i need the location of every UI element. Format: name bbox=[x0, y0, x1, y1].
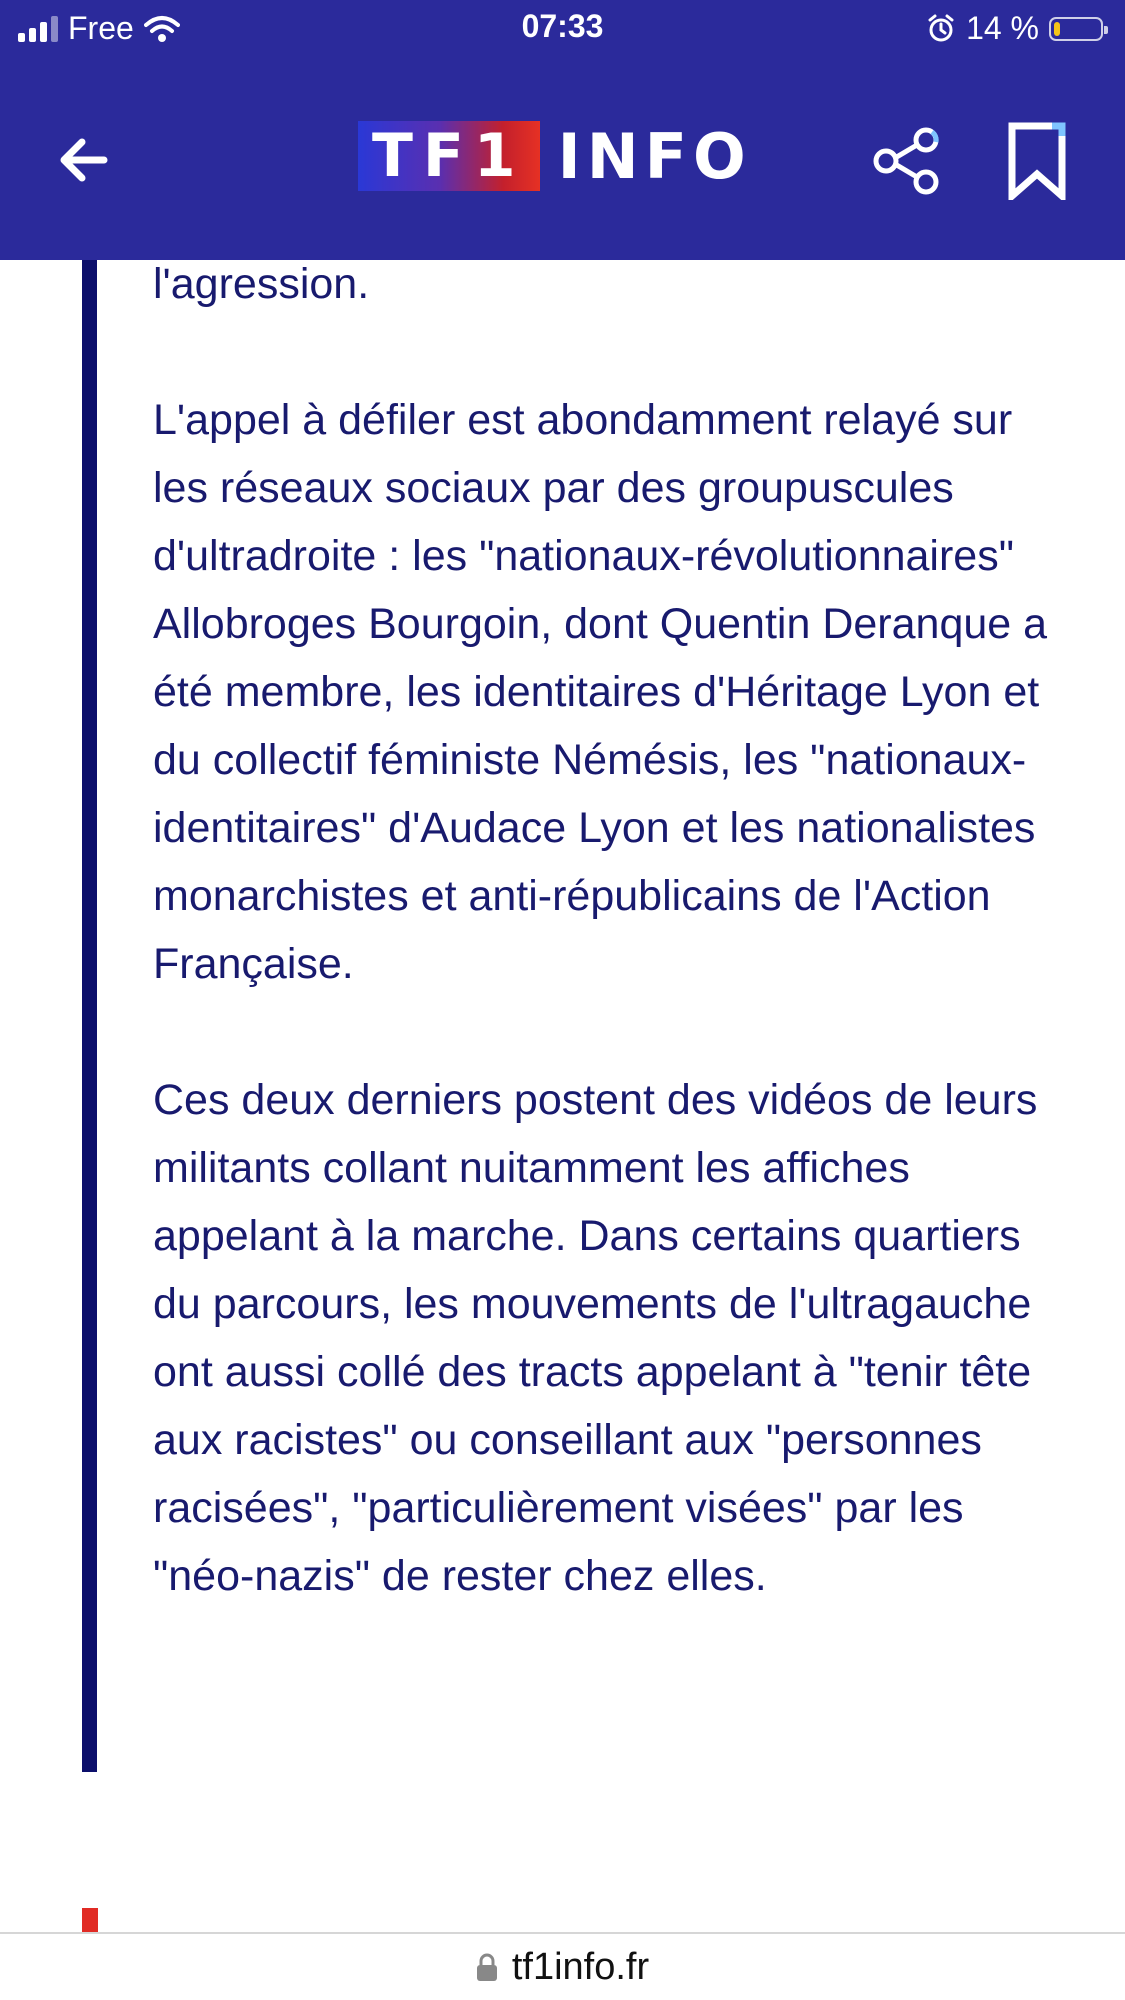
browser-url-bar[interactable] bbox=[0, 1932, 1125, 2000]
logo-box: TF1 bbox=[358, 121, 540, 191]
status-right bbox=[926, 10, 1103, 47]
bookmark-icon bbox=[1002, 122, 1072, 200]
status-bar bbox=[0, 0, 1125, 60]
lock-icon bbox=[476, 1952, 498, 1982]
back-arrow-icon bbox=[60, 138, 108, 182]
app-header bbox=[0, 0, 1125, 260]
article-body bbox=[153, 250, 1053, 1678]
article-paragraph-1: l'agression. bbox=[153, 260, 370, 308]
bookmark-button[interactable] bbox=[1002, 122, 1072, 200]
share-button[interactable] bbox=[870, 124, 944, 198]
status-time: 07:33 bbox=[521, 8, 604, 44]
section-marker bbox=[82, 1908, 98, 1932]
carrier-name: Free bbox=[68, 10, 134, 46]
battery-percent: 14 % bbox=[966, 10, 1039, 46]
back-button[interactable] bbox=[48, 124, 120, 196]
battery-icon bbox=[1049, 17, 1103, 41]
logo-word: INFO bbox=[557, 119, 752, 193]
article-paragraph-3: Ces deux derniers postent des vidéos de leurs militants collant nuitamment les affiches appelant à la marche. Dans certains quartiers du parcours, les mouvements de l'ultragauche ont aussi collé des tracts appelant à "tenir tête aux racistes" ou conseillant aux "personnes racisées", "particulièrement visées" par les "néo-nazis" de rester chez elles. bbox=[153, 1076, 1038, 1600]
tf1-info-logo[interactable] bbox=[358, 120, 752, 192]
url-text: tf1info.fr bbox=[511, 1945, 650, 1988]
app-bar bbox=[0, 100, 1125, 220]
share-icon bbox=[870, 124, 944, 198]
alarm-icon bbox=[926, 14, 956, 44]
battery-level-fill bbox=[1054, 22, 1060, 36]
article-paragraph-2: L'appel à défiler est abondamment relayé sur les réseaux sociaux par des groupuscules d'ultradroite : les "nationaux-révolutionnaires" Allobroges Bourgoin, dont Quentin Deranque a été membre, les identitaires d'Héritage Lyon et du collectif féministe Némésis, les "nationaux-identitaires" d'Audace Lyon et les nationalistes monarchistes et anti-républicains de l'Action Française. bbox=[153, 396, 1048, 988]
quote-accent-bar bbox=[82, 260, 97, 1772]
